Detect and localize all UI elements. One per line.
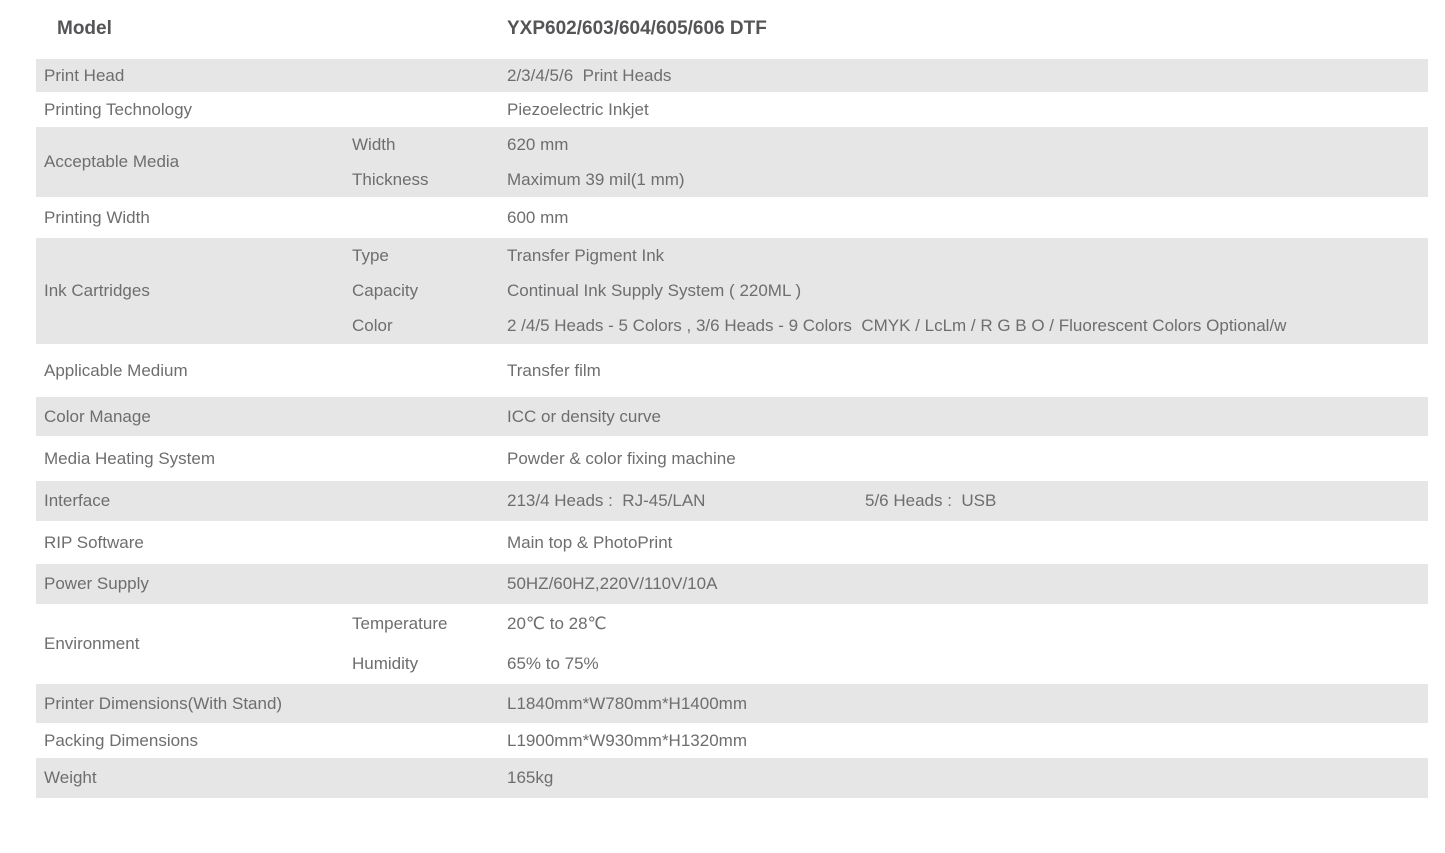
table-row-printer-dimensions [36,684,1428,723]
row-sub-spacer [352,59,507,92]
row-sub-spacer [352,521,507,564]
subrow-value: Transfer Pigment Ink [507,245,665,265]
model-header-label: Model [57,18,112,39]
row-label: Printer Dimensions(With Stand) [44,693,283,713]
row-label: Printing Technology [44,99,193,119]
table-row-media-heating-system [36,436,1428,481]
subrow-value: 620 mm [507,134,569,154]
row-label: Weight [44,768,97,787]
row-label: Color Manage [44,406,151,426]
row-label: Print Head [44,65,125,85]
subrow-label: Capacity [352,280,419,300]
table-row-power-supply [36,564,1428,604]
subrow-thickness [352,162,1428,197]
row-label: Power Supply [44,574,149,593]
subrow-humidity [352,644,1428,684]
table-row-rip-software [36,521,1428,564]
table-row-printing-technology [36,92,1428,127]
table-row-interface [36,481,1428,521]
table-row-applicable-medium [36,344,1428,397]
row-value [507,481,1428,521]
subrow-value: 2 /4/5 Heads - 5 Colors , 3/6 Heads - 9 Colors CMYK / LcLm / R G B O / Fluorescent Colors Optional/w [507,316,1287,335]
subrow-group [352,127,1428,197]
subrow-value: Maximum 39 mil(1 mm) [507,169,685,189]
row-sub-spacer [352,344,507,397]
row-label: Interface [44,491,111,510]
subrow-label: Humidity [352,654,419,673]
row-value: L1840mm*W780mm*H1400mm [507,693,747,713]
row-sub-spacer [352,564,507,604]
row-value: 600 mm [507,207,569,227]
subrow-capacity [352,273,1428,308]
subrow-label: Color [352,316,393,335]
printer-spec-table [36,10,1428,798]
table-row-print-head [36,59,1428,92]
row-sub-spacer [352,481,507,521]
interface-value-usb: 5/6 Heads : USB [865,491,997,510]
table-row-printing-width [36,197,1428,238]
row-label: Media Heating System [44,448,216,468]
subrow-group [352,604,1428,684]
subrow-temperature [352,604,1428,644]
row-value: Main top & PhotoPrint [507,532,673,552]
table-row-weight [36,758,1428,798]
subrow-type [352,238,1428,273]
row-sub-spacer [352,92,507,127]
row-sub-spacer [352,436,507,481]
subrow-value: 20℃ to 28℃ [507,614,607,633]
row-sub-spacer [352,723,507,758]
row-sub-spacer [352,197,507,238]
row-value: Powder & color fixing machine [507,448,736,468]
table-row-packing-dimensions [36,723,1428,758]
row-sub-spacer [352,684,507,723]
row-label: Packing Dimensions [44,730,199,750]
row-value: 50HZ/60HZ,220V/110V/10A [507,574,718,593]
row-label: Environment [44,634,140,653]
row-label: Applicable Medium [44,360,188,380]
table-header-row [36,10,1428,59]
subrow-label: Type [352,245,389,265]
row-label: Ink Cartridges [44,281,150,300]
row-sub-spacer [352,397,507,436]
table-row-ink-cartridges [36,238,1428,344]
row-value: Transfer film [507,360,601,380]
subrow-value: 65% to 75% [507,654,599,673]
row-value: 2/3/4/5/6 Print Heads [507,65,672,85]
table-row-environment [36,604,1428,684]
row-label: Acceptable Media [44,152,180,171]
model-header-value: YXP602/603/604/605/606 DTF [507,18,767,39]
subrow-label: Temperature [352,614,448,633]
subrow-value: Continual Ink Supply System ( 220ML ) [507,280,802,300]
row-sub-spacer [352,758,507,798]
subrow-width [352,127,1428,162]
row-value: Piezoelectric Inkjet [507,99,649,119]
table-row-color-manage [36,397,1428,436]
subrow-label: Width [352,134,396,154]
row-value: L1900mm*W930mm*H1320mm [507,730,747,750]
row-value: 165kg [507,768,554,787]
row-label: RIP Software [44,532,144,552]
interface-value-lan: 213/4 Heads : RJ-45/LAN [507,491,706,510]
row-value: ICC or density curve [507,406,661,426]
subrow-color [352,308,1428,344]
subrow-label: Thickness [352,169,429,189]
table-row-acceptable-media [36,127,1428,197]
row-label: Printing Width [44,207,150,227]
subrow-group [352,238,1428,344]
